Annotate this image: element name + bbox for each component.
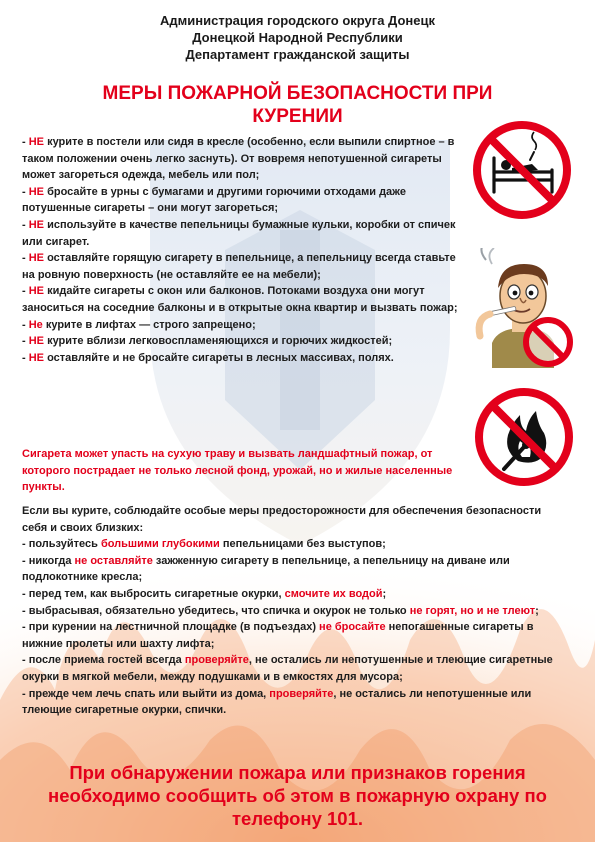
header-line3: Департамент гражданской защиты xyxy=(185,47,410,62)
rule-item: - НЕ оставляйте горящую сигарету в пепельнице, а пепельницу всегда ставьте на ровную поверхность (не оставляйте ее на мебели); xyxy=(22,252,456,281)
smoking-man-prohibited-icon xyxy=(468,248,578,368)
rule-item: - НЕ бросайте в урны с бумагами и другими горючими отходами даже потушенные сигареты – они могут загореться; xyxy=(22,185,406,215)
rule-item: - НЕ используйте в качестве пепельницы бумажные кульки, коробки от спичек или сигарет. xyxy=(22,218,456,248)
footer-line2: необходимо сообщить об этом в пожарную охрану по xyxy=(48,785,547,806)
footer-line1: При обнаружении пожара или признаков горения xyxy=(69,762,526,783)
rules-list xyxy=(22,134,462,366)
title-line2: КУРЕНИИ xyxy=(252,106,343,127)
rule-item: - НЕ оставляйте и не бросайте сигареты в лесных массивах, полях. xyxy=(22,351,394,364)
no-open-fire-icon xyxy=(474,387,574,487)
rule-item: - Не курите в лифтах — строго запрещено; xyxy=(22,318,256,331)
footer-line3: телефону 101. xyxy=(232,808,363,829)
advice-section xyxy=(22,503,562,719)
advice-item: - выбрасывая, обязательно убедитесь, что спичка и окурок не только не горят, но и не тлеют; xyxy=(22,604,539,617)
advice-item: - прежде чем лечь спать или выйти из дома, проверяйте, не остались ли непотушенные или тлеющие сигаретные окурки, спички. xyxy=(22,687,532,717)
advice-intro: Если вы курите, соблюдайте особые меры предосторожности для обеспечения безопасности себя и своих близких: xyxy=(22,505,542,534)
advice-item: - перед тем, как выбросить сигаретные окурки, смочите их водой; xyxy=(22,587,387,600)
no-smoking-in-bed-icon xyxy=(472,120,572,220)
advice-item: - никогда не оставляйте зажженную сигарету в пепельнице, а пепельницу на диване или подлокотнике кресла; xyxy=(22,554,510,584)
title-line1: МЕРЫ ПОЖАРНОЙ БЕЗОПАСНОСТИ ПРИ xyxy=(102,83,493,104)
rule-item: - НЕ курите в постели или сидя в кресле (особенно, если выпили спиртное – в таком положении очень легко заснуть). От вовремя непотушенной сигареты может загореться одежда, мебель или пол; xyxy=(22,136,455,182)
advice-item: - при курении на лестничной площадке (в подъездах) не бросайте непогашенные сигареты в нижние пролеты или шахту лифта; xyxy=(22,621,534,650)
header-line1: Администрация городского округа Донецк xyxy=(160,13,435,28)
advice-item: - пользуйтесь большими глубокими пепельницами без выступов; xyxy=(22,538,386,551)
advice-item: - после приема гостей всегда проверяйте, не остались ли непотушенные и тлеющие сигаретные окурки в мягкой мебели, между подушками и в емкостях для мусора; xyxy=(22,654,553,683)
rule-item: - НЕ курите вблизи легковоспламеняющихся и горючих жидкостей; xyxy=(22,335,393,348)
warning-text: Сигарета может упасть на сухую траву и вызвать ландшафтный пожар, от которого пострадает не только лесной фонд, урожай, но и жилые населенные пункты. xyxy=(22,448,453,494)
footer-callout xyxy=(10,761,585,830)
header xyxy=(0,12,595,63)
rule-item: - НЕ кидайте сигареты с окон или балконов. Потоками воздуха они могут заноситься на соседние балконы и в открытые окна квартир и вызвать пожар; xyxy=(22,285,458,314)
header-line2: Донецкой Народной Республики xyxy=(192,30,403,45)
warning-paragraph xyxy=(22,446,462,496)
